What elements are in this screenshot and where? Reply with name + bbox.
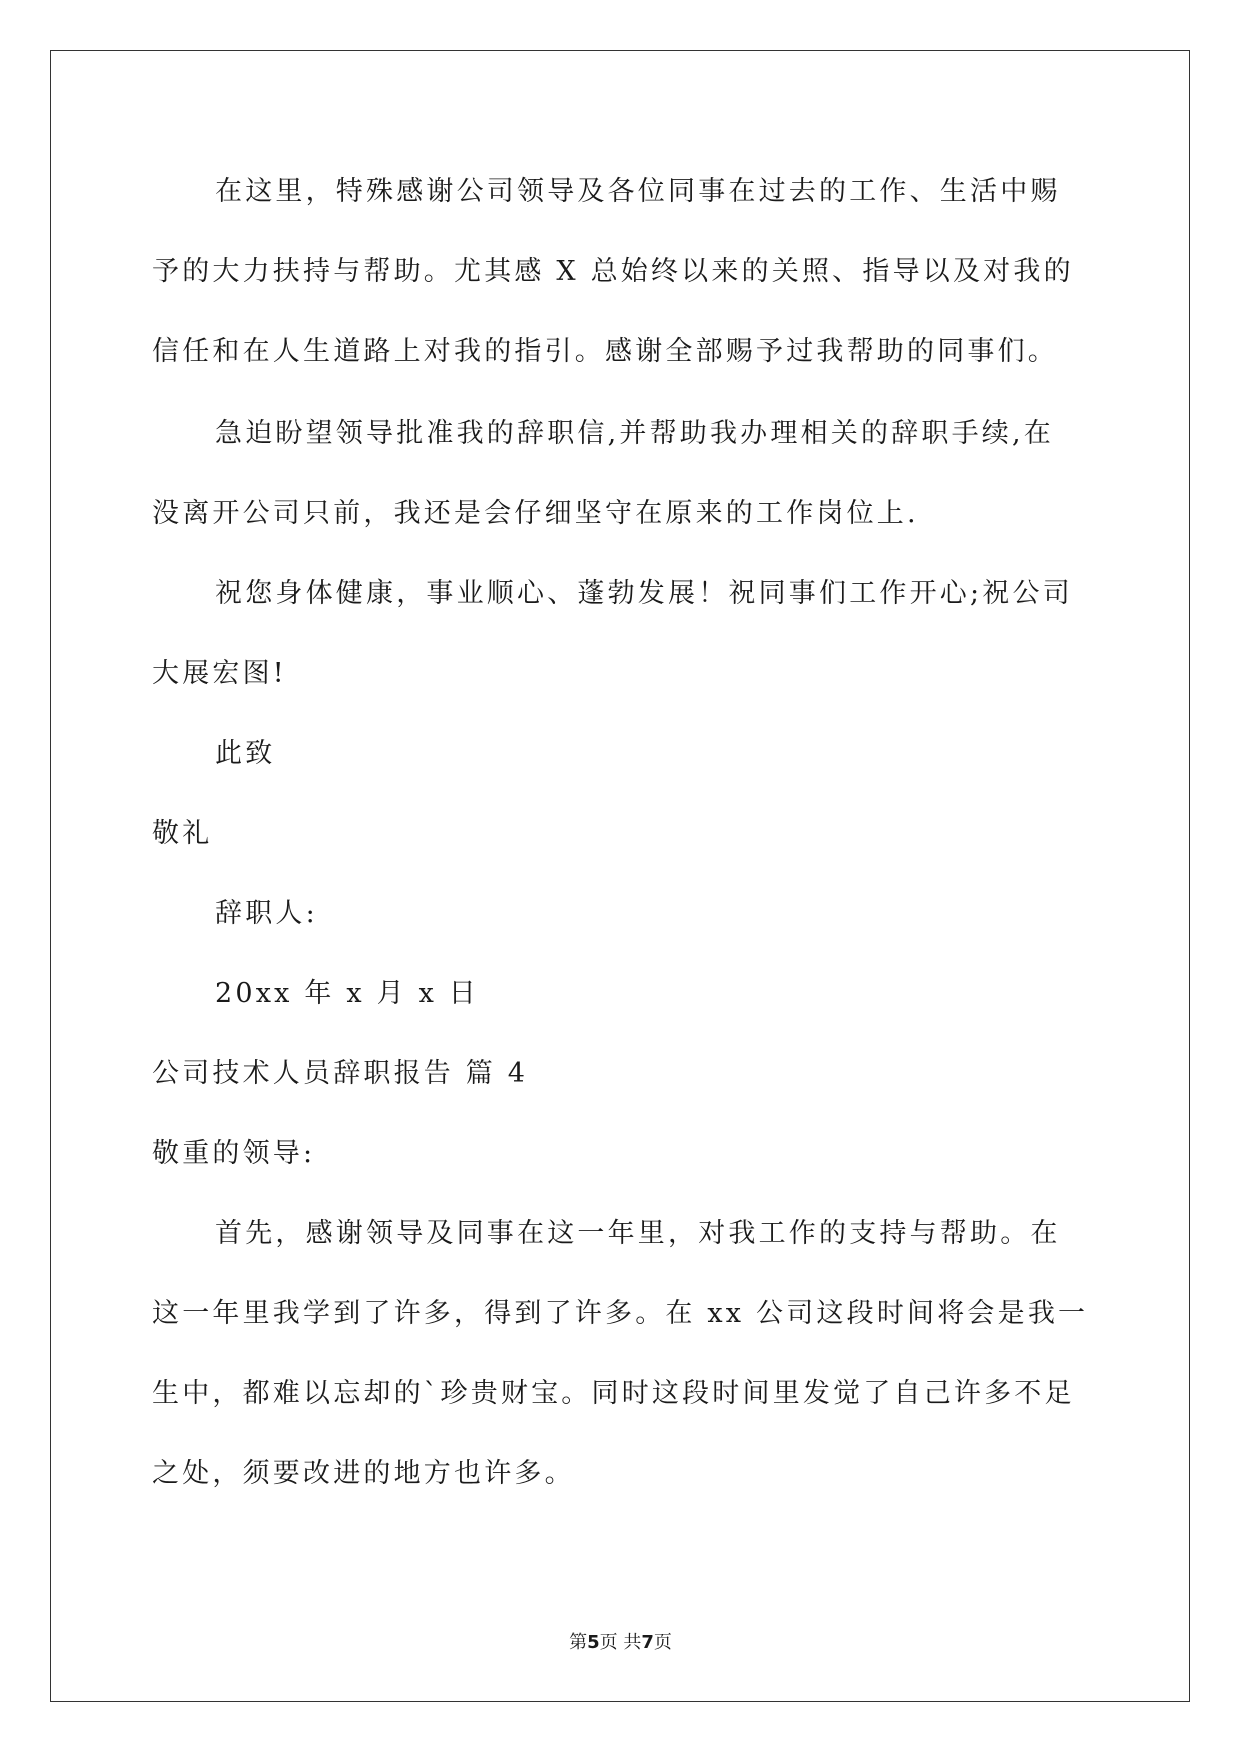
paragraph-line: 在这里，特殊感谢公司领导及各位同事在过去的工作、生活中赐	[215, 176, 1061, 207]
paragraph-line: 首先，感谢领导及同事在这一年里，对我工作的支持与帮助。在	[215, 1218, 1061, 1249]
greeting-line: 敬重的领导:	[152, 1138, 316, 1169]
paragraph-line: 之处，须要改进的地方也许多。	[152, 1458, 575, 1489]
page-footer	[0, 1630, 1241, 1656]
paragraph-line: 急迫盼望领导批准我的辞职信,并帮助我办理相关的辞职手续,在	[215, 418, 1054, 449]
closing-line: 此致	[215, 738, 276, 769]
paragraph-line: 予的大力扶持与帮助。尤其感 X 总始终以来的关照、指导以及对我的	[152, 256, 1074, 287]
page-current: 5	[587, 1632, 600, 1653]
paragraph-line: 生中，都难以忘却的`珍贵财宝。同时这段时间里发觉了自己许多不足	[152, 1378, 1075, 1409]
paragraph-line: 大展宏图!	[152, 658, 287, 689]
page-total: 7	[641, 1632, 654, 1653]
paragraph-line: 祝您身体健康，事业顺心、蓬勃发展！祝同事们工作开心;祝公司	[215, 578, 1073, 609]
page-prefix: 第	[569, 1632, 588, 1653]
paragraph-line: 没离开公司只前，我还是会仔细坚守在原来的工作岗位上.	[152, 498, 919, 529]
paragraph-line: 这一年里我学到了许多，得到了许多。在 xx 公司这段时间将会是我一	[152, 1298, 1089, 1329]
date-line: 20xx 年 x 月 x 日	[215, 978, 479, 1009]
page-suffix: 页	[653, 1632, 672, 1653]
salutation-line: 敬礼	[152, 818, 213, 849]
page-mid: 页 共	[599, 1632, 642, 1653]
signature-label: 辞职人:	[215, 898, 318, 929]
section-heading: 公司技术人员辞职报告 篇 4	[152, 1058, 529, 1089]
paragraph-line: 信任和在人生道路上对我的指引。感谢全部赐予过我帮助的同事们。	[152, 336, 1058, 367]
